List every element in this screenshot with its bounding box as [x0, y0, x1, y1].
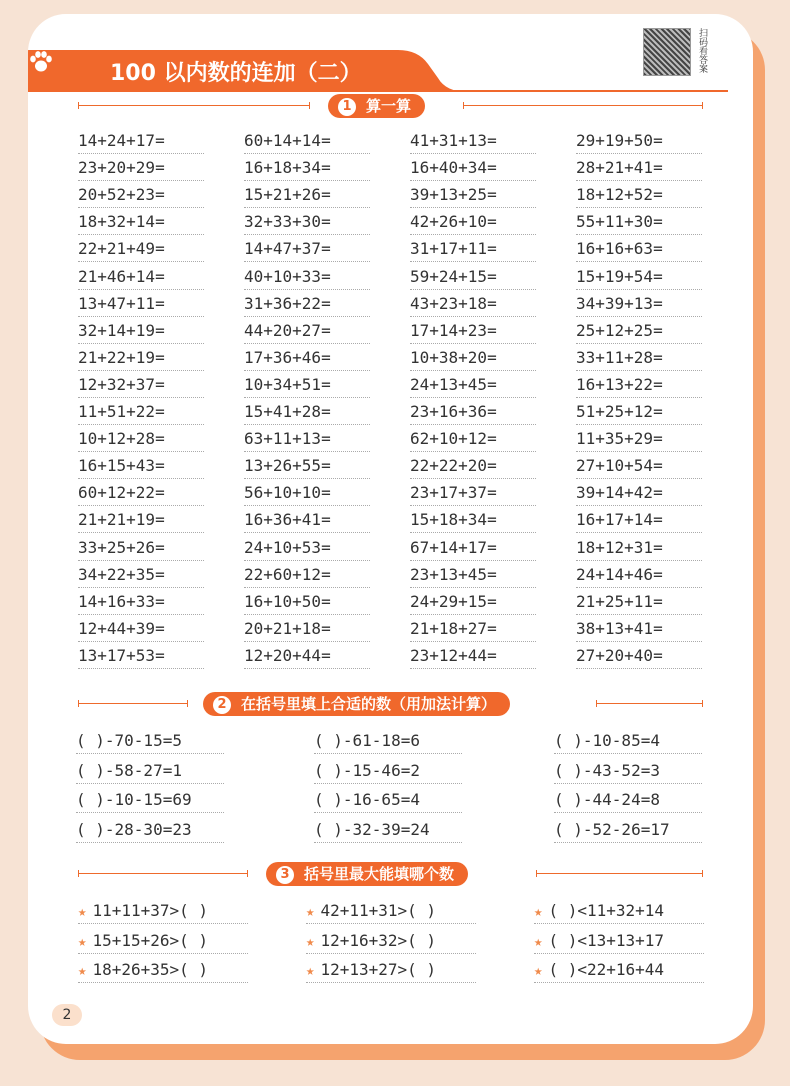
compare-item[interactable] — [534, 958, 704, 983]
star-icon: ★ — [534, 963, 543, 979]
section2-number: 2 — [213, 696, 231, 714]
equation-item[interactable]: 14+47+37= — [244, 237, 370, 262]
section3-number: 3 — [276, 866, 294, 884]
compare-item[interactable] — [306, 899, 476, 924]
section2-right-line — [596, 703, 703, 704]
equation-item[interactable]: 16+10+50= — [244, 590, 370, 615]
equation-item[interactable]: 44+20+27= — [244, 319, 370, 344]
section3-right-line — [536, 873, 703, 874]
compare-text: 11+11+37>( ) — [92, 901, 209, 920]
equation-item[interactable]: 18+32+14= — [78, 210, 204, 235]
equation-item[interactable]: 22+21+49= — [78, 237, 204, 262]
equation-item[interactable]: 21+18+27= — [410, 617, 536, 642]
equation-item[interactable]: 21+22+19= — [78, 346, 204, 371]
equation-item[interactable]: 15+19+54= — [576, 265, 702, 290]
equation-item[interactable]: 13+26+55= — [244, 454, 370, 479]
equation-item[interactable]: 16+15+43= — [78, 454, 204, 479]
equation-item[interactable]: 21+46+14= — [78, 265, 204, 290]
equation-item[interactable]: 21+21+19= — [78, 508, 204, 533]
equation-item[interactable]: 24+10+53= — [244, 536, 370, 561]
equation-item[interactable]: 62+10+12= — [410, 427, 536, 452]
equation-item[interactable]: 32+14+19= — [78, 319, 204, 344]
compare-item[interactable] — [78, 958, 248, 983]
fill-in-item[interactable]: ( )-61-18=6 — [314, 729, 462, 754]
equation-item[interactable]: 16+13+22= — [576, 373, 702, 398]
compare-text: 15+15+26>( ) — [92, 930, 209, 950]
star-icon: ★ — [534, 933, 543, 950]
equation-item[interactable]: 31+36+22= — [244, 292, 370, 317]
equation-item[interactable]: 12+20+44= — [244, 644, 370, 669]
equation-item[interactable]: 56+10+10= — [244, 481, 370, 506]
equation-item[interactable]: 42+26+10= — [410, 210, 536, 235]
equation-item[interactable]: 15+41+28= — [244, 400, 370, 425]
star-icon: ★ — [306, 963, 315, 979]
section3-left-line — [78, 873, 248, 874]
equation-item[interactable]: 38+13+41= — [576, 617, 702, 642]
compare-item[interactable] — [306, 958, 476, 983]
star-icon: ★ — [78, 933, 87, 950]
section1-header — [78, 94, 703, 118]
equation-item[interactable]: 15+18+34= — [410, 508, 536, 533]
equation-item[interactable]: 12+32+37= — [78, 373, 204, 398]
section1-pill — [328, 94, 425, 118]
equation-item[interactable]: 40+10+33= — [244, 265, 370, 290]
equation-item[interactable]: 29+19+50= — [576, 129, 702, 154]
section1-label: 算一算 — [366, 97, 412, 115]
fill-in-item[interactable]: ( )-32-39=24 — [314, 818, 462, 843]
section2-header — [78, 692, 703, 716]
qr-label: 扫码看答案 — [697, 28, 707, 73]
compare-item[interactable] — [534, 899, 704, 924]
fill-in-item[interactable]: ( )-15-46=2 — [314, 759, 462, 784]
fill-in-item[interactable]: ( )-70-15=5 — [76, 729, 224, 754]
equation-item[interactable]: 34+22+35= — [78, 563, 204, 588]
compare-item[interactable] — [306, 929, 476, 954]
fill-in-item[interactable]: ( )-52-26=17 — [554, 818, 702, 843]
equation-item[interactable]: 23+17+37= — [410, 481, 536, 506]
equation-item[interactable]: 55+11+30= — [576, 210, 702, 235]
equation-item[interactable]: 59+24+15= — [410, 265, 536, 290]
fill-in-item[interactable]: ( )-10-15=69 — [76, 788, 224, 813]
equation-item[interactable]: 16+36+41= — [244, 508, 370, 533]
equation-item[interactable]: 41+31+13= — [410, 129, 536, 154]
equation-item[interactable]: 16+40+34= — [410, 156, 536, 181]
equation-item[interactable]: 10+38+20= — [410, 346, 536, 371]
equation-item[interactable]: 23+12+44= — [410, 644, 536, 669]
compare-item[interactable] — [78, 929, 248, 954]
equation-item[interactable]: 34+39+13= — [576, 292, 702, 317]
compare-item[interactable] — [78, 899, 248, 924]
equation-item[interactable]: 28+21+41= — [576, 156, 702, 181]
page-title: 100 以内数的连加（二） — [110, 61, 362, 86]
equation-item[interactable]: 10+34+51= — [244, 373, 370, 398]
star-icon: ★ — [534, 904, 543, 920]
worksheet-page — [28, 14, 753, 1044]
fill-in-item[interactable]: ( )-10-85=4 — [554, 729, 702, 754]
section1-left-line — [78, 105, 310, 106]
star-icon: ★ — [306, 933, 315, 950]
equation-item[interactable]: 15+21+26= — [244, 183, 370, 208]
section3-header — [78, 862, 703, 886]
equation-item[interactable]: 18+12+52= — [576, 183, 702, 208]
equation-item[interactable]: 18+12+31= — [576, 536, 702, 561]
equation-item[interactable]: 51+25+12= — [576, 400, 702, 425]
equation-item[interactable]: 60+12+22= — [78, 481, 204, 506]
equation-item[interactable]: 31+17+11= — [410, 237, 536, 262]
equation-item[interactable]: 14+24+17= — [78, 129, 204, 154]
equation-item[interactable]: 25+12+25= — [576, 319, 702, 344]
equation-item[interactable]: 27+20+40= — [576, 644, 702, 669]
equation-item[interactable]: 39+14+42= — [576, 481, 702, 506]
section2-left-line — [78, 703, 188, 704]
equation-item[interactable]: 63+11+13= — [244, 427, 370, 452]
equation-item[interactable]: 13+17+53= — [78, 644, 204, 669]
compare-text: 18+26+35>( ) — [92, 960, 209, 979]
section3-pill — [266, 862, 468, 886]
page-number: 2 — [52, 1004, 82, 1026]
equation-item[interactable]: 43+23+18= — [410, 292, 536, 317]
fill-in-item[interactable]: ( )-43-52=3 — [554, 759, 702, 784]
equation-item[interactable]: 13+47+11= — [78, 292, 204, 317]
section1-right-line — [463, 105, 703, 106]
equation-item[interactable]: 16+18+34= — [244, 156, 370, 181]
equation-item[interactable]: 21+25+11= — [576, 590, 702, 615]
equation-item[interactable]: 20+52+23= — [78, 183, 204, 208]
fill-in-item[interactable]: ( )-28-30=23 — [76, 818, 224, 843]
compare-text: ( )<13+13+17 — [548, 930, 665, 950]
section2-pill — [203, 692, 510, 716]
compare-item[interactable] — [534, 929, 704, 954]
equation-item[interactable]: 11+35+29= — [576, 427, 702, 452]
equation-item[interactable]: 17+14+23= — [410, 319, 536, 344]
section1-number: 1 — [338, 98, 356, 116]
equation-item[interactable]: 23+16+36= — [410, 400, 536, 425]
equation-item[interactable]: 60+14+14= — [244, 129, 370, 154]
equation-item[interactable]: 24+14+46= — [576, 563, 702, 588]
equation-item[interactable]: 12+44+39= — [78, 617, 204, 642]
star-icon: ★ — [306, 904, 315, 920]
equation-item[interactable]: 33+25+26= — [78, 536, 204, 561]
equation-item[interactable]: 17+36+46= — [244, 346, 370, 371]
equation-item[interactable]: 22+60+12= — [244, 563, 370, 588]
compare-text: ( )<22+16+44 — [548, 960, 665, 979]
equation-item[interactable]: 39+13+25= — [410, 183, 536, 208]
star-icon: ★ — [78, 904, 87, 920]
equation-item[interactable]: 23+13+45= — [410, 563, 536, 588]
compare-text: ( )<11+32+14 — [548, 901, 665, 920]
equation-item[interactable]: 11+51+22= — [78, 400, 204, 425]
equation-item[interactable]: 24+13+45= — [410, 373, 536, 398]
equation-item[interactable]: 22+22+20= — [410, 454, 536, 479]
equation-item[interactable]: 16+16+63= — [576, 237, 702, 262]
equation-item[interactable]: 14+16+33= — [78, 590, 204, 615]
fill-in-item[interactable]: ( )-44-24=8 — [554, 788, 702, 813]
star-icon: ★ — [78, 963, 87, 979]
equation-item[interactable]: 16+17+14= — [576, 508, 702, 533]
equation-item[interactable]: 33+11+28= — [576, 346, 702, 371]
equation-item[interactable]: 10+12+28= — [78, 427, 204, 452]
compare-text: 12+16+32>( ) — [320, 930, 437, 950]
fill-in-item[interactable]: ( )-58-27=1 — [76, 759, 224, 784]
fill-in-item[interactable]: ( )-16-65=4 — [314, 788, 462, 813]
compare-text: 42+11+31>( ) — [320, 901, 437, 920]
equation-item[interactable]: 67+14+17= — [410, 536, 536, 561]
section2-label: 在括号里填上合适的数（用加法计算） — [241, 695, 497, 713]
equation-item[interactable]: 20+21+18= — [244, 617, 370, 642]
compare-text: 12+13+27>( ) — [320, 960, 437, 979]
equation-item[interactable]: 32+33+30= — [244, 210, 370, 235]
paw-icon — [28, 50, 54, 74]
equation-item[interactable]: 23+20+29= — [78, 156, 204, 181]
qr-code-icon[interactable] — [643, 28, 691, 76]
equation-item[interactable]: 27+10+54= — [576, 454, 702, 479]
equation-item[interactable]: 24+29+15= — [410, 590, 536, 615]
section3-label: 括号里最大能填哪个数 — [304, 865, 455, 883]
